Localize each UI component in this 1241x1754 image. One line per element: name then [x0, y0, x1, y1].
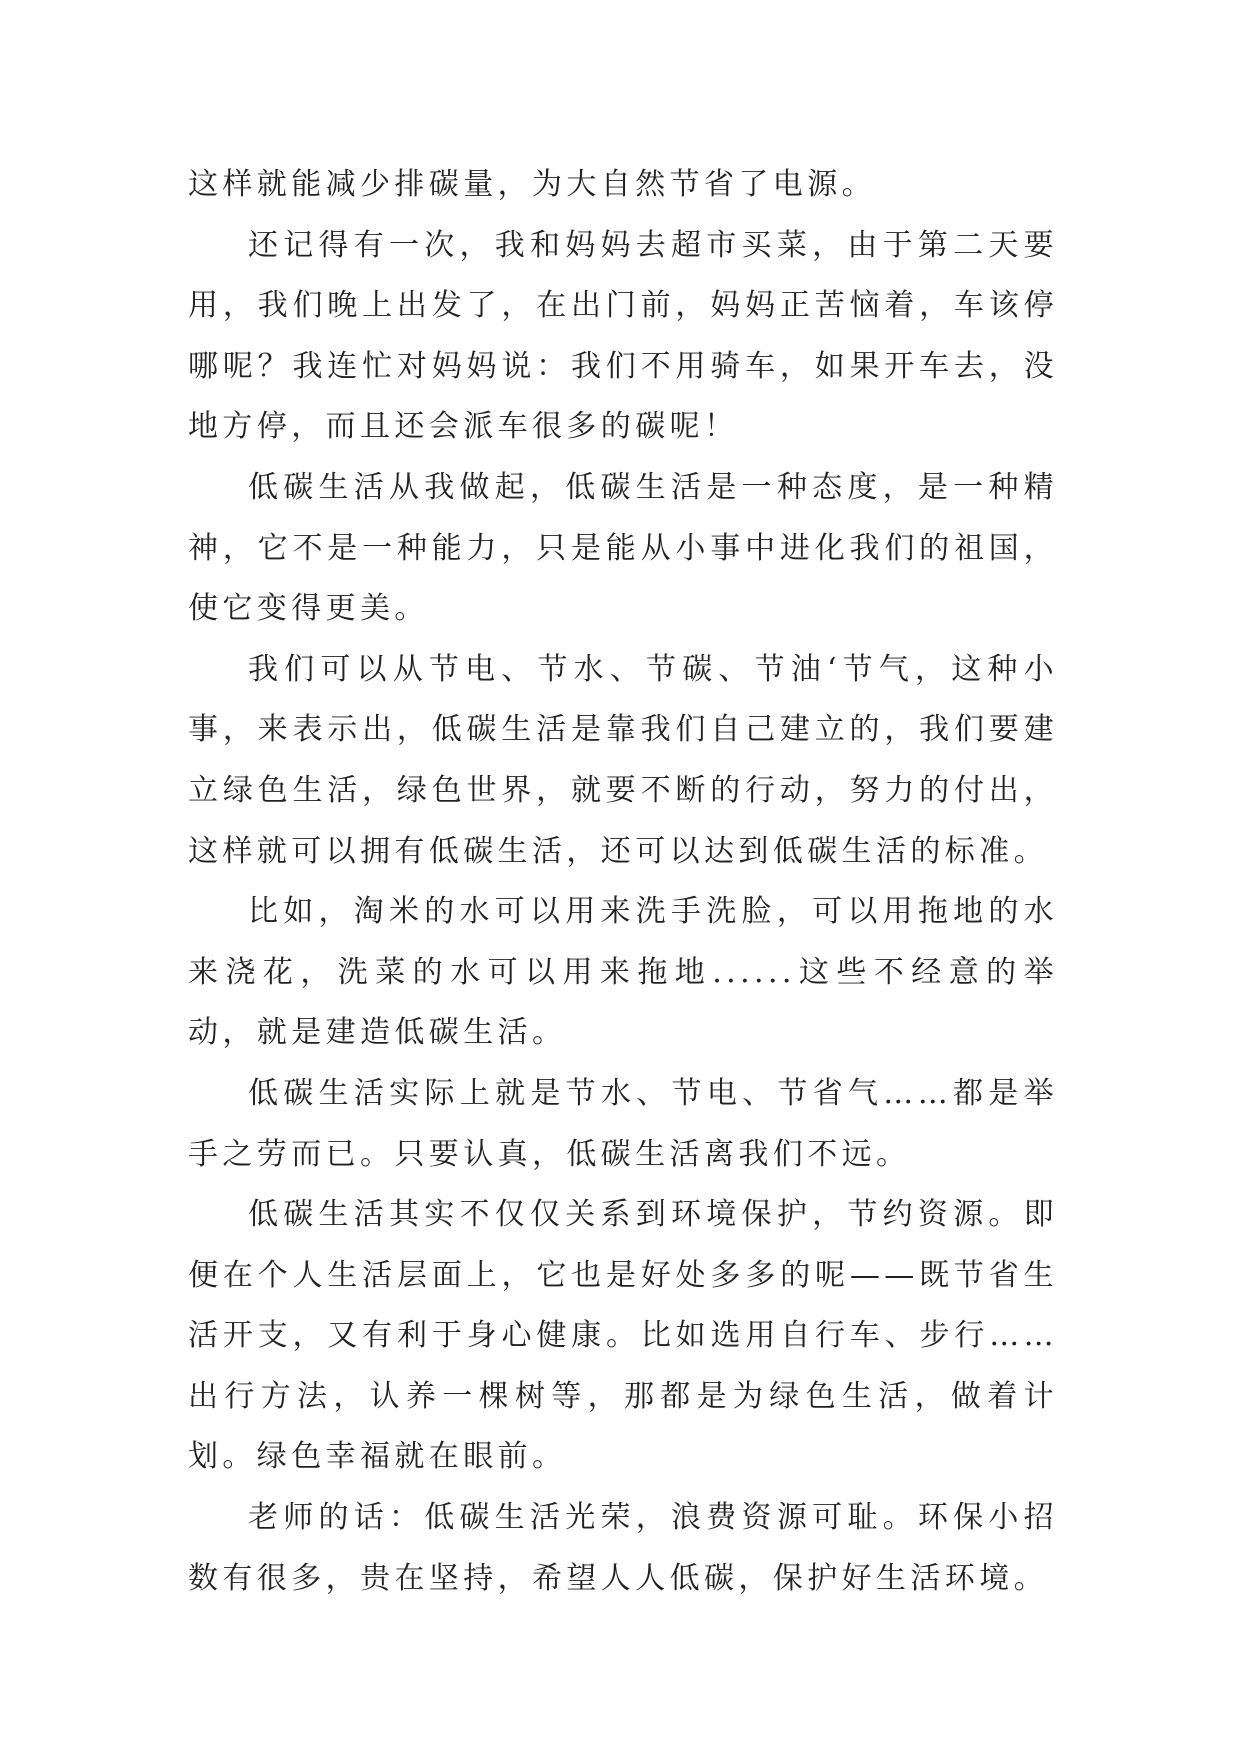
paragraph-1: 这样就能减少排碳量，为大自然节省了电源。 — [188, 167, 876, 202]
document-body — [188, 155, 1058, 1609]
paragraph-4: 我们可以从节电、节水、节碳、节油‘节气，这种小事，来表示出，低碳生活是靠我们自己建立的，我们要建立绿色生活，绿色世界，就要不断的行动，努力的付出，这样就可以拥有低碳生活，还可以达到低碳生活的标准。 — [188, 651, 1058, 869]
paragraph-8: 老师的话：低碳生活光荣，浪费资源可耻。环保小招数有很多，贵在坚持，希望人人低碳，保护好生活环境。 — [188, 1500, 1058, 1596]
paragraph-6: 低碳生活实际上就是节水、节电、节省气……都是举手之劳而已。只要认真，低碳生活离我们不远。 — [188, 1075, 1058, 1172]
paragraph-3: 低碳生活从我做起，低碳生活是一种态度，是一种精神，它不是一种能力，只是能从小事中进化我们的祖国，使它变得更美。 — [188, 469, 1058, 627]
paragraph-7: 低碳生活其实不仅仅关系到环境保护，节约资源。即便在个人生活层面上，它也是好处多多的呢——既节省生活开支，又有利于身心健康。比如选用自行车、步行……出行方法，认养一棵树等，那都是为绿色生活，做着计划。绿色幸福就在眼前。 — [188, 1197, 1058, 1475]
paragraph-2: 还记得有一次，我和妈妈去超市买菜，由于第二天要用，我们晚上出发了，在出门前，妈妈正苦恼着，车该停哪呢？我连忙对妈妈说：我们不用骑车，如果开车去，没地方停，而且还会派车很多的碳呢！ — [188, 227, 1058, 445]
paragraph-5: 比如，淘米的水可以用来洗手洗脸，可以用拖地的水来浇花，洗菜的水可以用来拖地......这些不经意的举动，就是建造低碳生活。 — [188, 894, 1058, 1051]
